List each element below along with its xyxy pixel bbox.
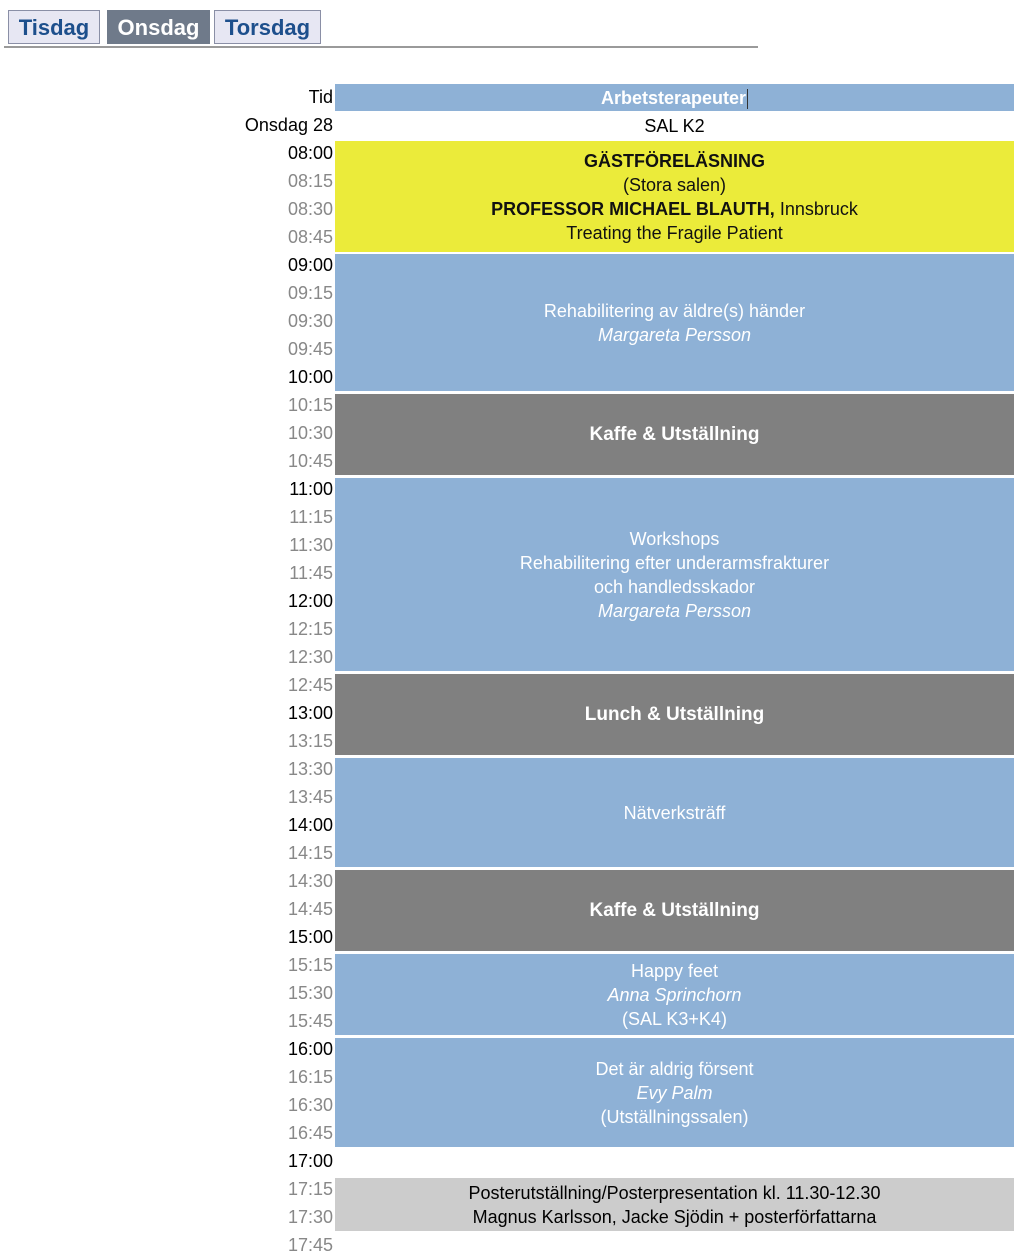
time-slot: 13:30 bbox=[287, 759, 333, 779]
time-slot: 12:15 bbox=[287, 619, 333, 639]
time-slot: 15:15 bbox=[287, 955, 333, 975]
time-slot: 08:15 bbox=[287, 171, 333, 191]
session-room: (Stora salen) bbox=[622, 174, 727, 195]
session-title: Rehabilitering av äldre(s) händer bbox=[543, 300, 806, 321]
session-speaker: Margareta Persson bbox=[597, 324, 752, 345]
break-title: Lunch & Utställning bbox=[584, 703, 765, 725]
column-title: Arbetsterapeuter bbox=[600, 87, 747, 108]
room-label bbox=[335, 112, 1014, 139]
session-title: Workshops bbox=[629, 528, 720, 549]
session-city: Innsbruck bbox=[774, 198, 858, 219]
session-speaker: Margareta Persson bbox=[597, 600, 752, 621]
time-slot: 17:45 bbox=[287, 1235, 333, 1255]
time-slot: 17:00 bbox=[287, 1151, 333, 1171]
time-slot: 08:45 bbox=[287, 227, 333, 247]
time-slot: 15:00 bbox=[287, 927, 333, 947]
session-title: Nätverksträff bbox=[623, 802, 726, 823]
date-label: Onsdag 28 bbox=[244, 115, 333, 135]
break-coffee-1 bbox=[335, 394, 1014, 475]
time-slot: 14:15 bbox=[287, 843, 333, 863]
session-posters[interactable] bbox=[335, 1178, 1014, 1231]
session-room: (SAL K3+K4) bbox=[622, 1008, 727, 1029]
tab-torsdag[interactable]: Torsdag bbox=[214, 10, 321, 44]
time-slot: 09:45 bbox=[287, 339, 333, 359]
time-slot: 09:00 bbox=[287, 255, 333, 275]
time-slot: 13:45 bbox=[287, 787, 333, 807]
time-slot: 11:30 bbox=[289, 535, 333, 555]
time-slot: 11:45 bbox=[289, 563, 333, 583]
session-speaker: Evy Palm bbox=[636, 1082, 713, 1103]
time-slot: 13:15 bbox=[287, 731, 333, 751]
time-slot: 12:30 bbox=[287, 647, 333, 667]
time-slot: 15:45 bbox=[287, 1011, 333, 1031]
time-slot: 10:15 bbox=[287, 395, 333, 415]
time-slot: 14:30 bbox=[287, 871, 333, 891]
session-guest-lecture[interactable] bbox=[335, 141, 1014, 252]
session-speaker-line bbox=[491, 197, 858, 221]
time-slot: 11:15 bbox=[289, 507, 333, 527]
time-slot: 11:00 bbox=[289, 479, 333, 499]
time-slot: 10:45 bbox=[287, 451, 333, 471]
session-room: (Utställningssalen) bbox=[600, 1106, 749, 1127]
time-slot: 08:00 bbox=[287, 143, 333, 163]
time-slot: 15:30 bbox=[287, 983, 333, 1003]
time-slot: 12:00 bbox=[287, 591, 333, 611]
time-slot: 09:30 bbox=[287, 311, 333, 331]
session-happy-feet[interactable] bbox=[335, 954, 1014, 1035]
time-slot: 10:30 bbox=[287, 423, 333, 443]
time-slot: 13:00 bbox=[287, 703, 333, 723]
time-slot: 09:15 bbox=[287, 283, 333, 303]
time-slot: 16:15 bbox=[287, 1067, 333, 1087]
tab-onsdag[interactable]: Onsdag bbox=[107, 10, 210, 44]
session-network[interactable] bbox=[335, 758, 1014, 867]
session-topic: Treating the Fragile Patient bbox=[566, 222, 783, 243]
session-title: GÄSTFÖRELÄSNING bbox=[583, 150, 765, 171]
time-slot: 08:30 bbox=[287, 199, 333, 219]
poster-line-2: Magnus Karlsson, Jacke Sjödin + posterförfattarna bbox=[472, 1206, 877, 1227]
poster-line-1: Posterutställning/Posterpresentation kl. 11.30-12.30 bbox=[468, 1182, 881, 1203]
text-caret bbox=[747, 89, 748, 109]
time-slot: 17:30 bbox=[287, 1207, 333, 1227]
column-header[interactable] bbox=[335, 84, 1014, 111]
time-slot: 17:15 bbox=[287, 1179, 333, 1199]
tab-tisdag[interactable]: Tisdag bbox=[8, 10, 100, 44]
time-slot: 14:45 bbox=[287, 899, 333, 919]
break-title: Kaffe & Utställning bbox=[589, 899, 760, 921]
break-title: Kaffe & Utställning bbox=[589, 423, 760, 445]
session-title: Happy feet bbox=[630, 960, 719, 981]
break-coffee-2 bbox=[335, 870, 1014, 951]
session-subtitle-1: Rehabilitering efter underarmsfrakturer bbox=[519, 552, 830, 573]
session-never-too-late[interactable] bbox=[335, 1038, 1014, 1147]
session-title: Det är aldrig försent bbox=[595, 1058, 754, 1079]
session-subtitle-2: och handledsskador bbox=[593, 576, 756, 597]
time-slot: 16:45 bbox=[287, 1123, 333, 1143]
time-slot: 10:00 bbox=[287, 367, 333, 387]
time-slot: 12:45 bbox=[287, 675, 333, 695]
session-speaker: PROFESSOR MICHAEL BLAUTH, bbox=[491, 198, 775, 219]
room-text: SAL K2 bbox=[644, 115, 705, 136]
session-rehab[interactable] bbox=[335, 254, 1014, 391]
time-slot: 16:30 bbox=[287, 1095, 333, 1115]
break-lunch bbox=[335, 674, 1014, 755]
time-slot: 14:00 bbox=[287, 815, 333, 835]
time-header-label: Tid bbox=[308, 87, 333, 107]
tab-divider bbox=[4, 46, 758, 48]
session-speaker: Anna Sprinchorn bbox=[607, 984, 742, 1005]
time-slot: 16:00 bbox=[287, 1039, 333, 1059]
session-workshops[interactable] bbox=[335, 478, 1014, 671]
